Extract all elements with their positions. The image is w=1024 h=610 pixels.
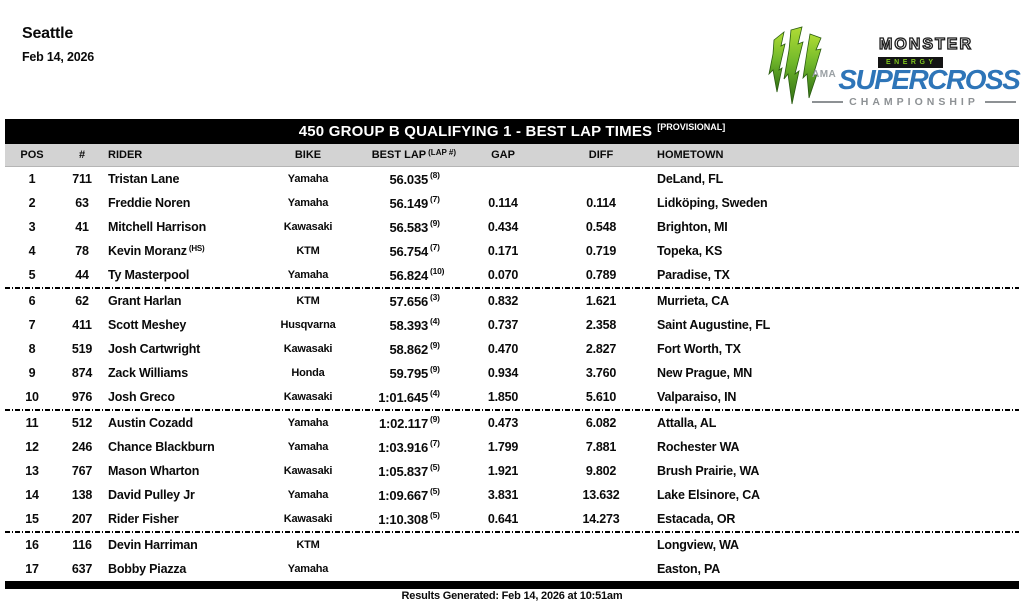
rider-name-cell bbox=[105, 318, 268, 332]
diff-cell: 9.802 bbox=[585, 464, 617, 478]
diff-cell: 2.827 bbox=[585, 342, 617, 356]
best-lap-cell: 56.754 bbox=[389, 243, 428, 259]
position-cell: 3 bbox=[28, 220, 36, 234]
rider-name-cell bbox=[105, 440, 268, 454]
gap-cell: 1.921 bbox=[487, 464, 519, 478]
rider-number-cell: 116 bbox=[72, 538, 92, 552]
position-cell: 13 bbox=[25, 464, 39, 478]
rider-tag: (HS) bbox=[188, 244, 205, 253]
rider-name-cell bbox=[105, 464, 268, 478]
gap-cell: 3.831 bbox=[487, 488, 519, 502]
table-row bbox=[5, 239, 1019, 263]
event-date: Feb 14, 2026 bbox=[22, 50, 94, 64]
lap-number-cell: (10) bbox=[430, 266, 445, 276]
table-row bbox=[5, 507, 1019, 531]
rider-name: Mason Wharton bbox=[108, 464, 200, 478]
rider-name-cell bbox=[105, 512, 268, 526]
bike-cell: Kawasaki bbox=[283, 343, 333, 355]
table-row bbox=[5, 435, 1019, 459]
best-lap-cell: 1:09.667 bbox=[378, 487, 428, 503]
hometown-cell: Valparaiso, IN bbox=[657, 390, 737, 404]
rider-name: Zack Williams bbox=[108, 366, 188, 380]
bike-cell: Yamaha bbox=[287, 269, 329, 281]
table-row bbox=[5, 215, 1019, 239]
lap-number-cell: (9) bbox=[430, 364, 440, 374]
position-cell: 16 bbox=[25, 538, 39, 552]
bike-cell: Honda bbox=[291, 367, 325, 379]
diff-cell: 0.789 bbox=[585, 268, 617, 282]
position-cell: 1 bbox=[28, 172, 36, 186]
bike-cell: Yamaha bbox=[287, 441, 329, 453]
rider-number-cell: 512 bbox=[71, 416, 93, 430]
gap-cell: 0.470 bbox=[487, 342, 519, 356]
col-header-bike: BIKE bbox=[294, 149, 322, 161]
rider-name: Freddie Noren bbox=[108, 196, 191, 210]
monster-wordmark: MONSTER bbox=[879, 36, 973, 53]
supercross-wordmark: SUPERCROSS bbox=[838, 64, 1020, 95]
hometown-cell: Longview, WA bbox=[657, 538, 739, 552]
lap-number-cell: (3) bbox=[430, 292, 440, 302]
hometown-cell: DeLand, FL bbox=[657, 172, 724, 186]
table-row bbox=[5, 361, 1019, 385]
bike-cell: Yamaha bbox=[287, 197, 329, 209]
best-lap-cell: 1:05.837 bbox=[378, 463, 428, 479]
best-lap-cell: 56.583 bbox=[389, 219, 428, 235]
best-lap-cell: 57.656 bbox=[389, 293, 428, 309]
championship-label: CHAMPIONSHIP bbox=[849, 96, 979, 108]
lap-number-cell: (5) bbox=[430, 486, 440, 496]
position-cell: 2 bbox=[28, 196, 36, 210]
bike-cell: Yamaha bbox=[287, 173, 329, 185]
diff-cell: 5.610 bbox=[585, 390, 617, 404]
table-row bbox=[5, 313, 1019, 337]
rider-number-cell: 207 bbox=[71, 512, 93, 526]
lap-number-cell: (5) bbox=[430, 510, 440, 520]
col-header-best-lap bbox=[348, 149, 458, 161]
rider-number-cell: 44 bbox=[75, 268, 89, 282]
hometown-cell: Lake Elsinore, CA bbox=[657, 488, 760, 502]
rider-number-cell: 519 bbox=[71, 342, 93, 356]
table-row bbox=[5, 557, 1019, 581]
rider-name-cell bbox=[105, 196, 268, 210]
qualifying-results-table bbox=[5, 119, 1019, 589]
bike-cell: Yamaha bbox=[287, 489, 329, 501]
gap-cell: 0.434 bbox=[487, 220, 519, 234]
rider-number-cell: 637 bbox=[71, 562, 93, 576]
table-title: 450 GROUP B QUALIFYING 1 - BEST LAP TIMES bbox=[298, 123, 653, 140]
results-body bbox=[5, 167, 1019, 581]
rider-name-cell bbox=[105, 366, 268, 380]
lap-number-cell: (7) bbox=[430, 194, 440, 204]
best-lap-cell: 1:01.645 bbox=[378, 389, 428, 405]
position-cell: 4 bbox=[28, 244, 36, 258]
lap-number-cell: (4) bbox=[430, 388, 440, 398]
rider-name: Devin Harriman bbox=[108, 538, 198, 552]
diff-cell: 13.632 bbox=[582, 488, 620, 502]
hometown-cell: Saint Augustine, FL bbox=[657, 318, 771, 332]
rider-name-cell bbox=[105, 416, 268, 430]
gap-cell: 1.799 bbox=[487, 440, 519, 454]
bike-cell: KTM bbox=[296, 295, 320, 307]
lap-number-cell: (4) bbox=[430, 316, 440, 326]
hometown-cell: Attalla, AL bbox=[657, 416, 717, 430]
rider-name: Tristan Lane bbox=[108, 172, 180, 186]
rider-name-cell bbox=[105, 562, 268, 576]
position-cell: 12 bbox=[25, 440, 39, 454]
rider-name: Josh Cartwright bbox=[108, 342, 201, 356]
rider-number-cell: 63 bbox=[75, 196, 89, 210]
bike-cell: KTM bbox=[296, 539, 320, 551]
rider-number-cell: 41 bbox=[75, 220, 89, 234]
col-header-number: # bbox=[78, 149, 86, 161]
lap-number-cell: (9) bbox=[430, 218, 440, 228]
diff-cell: 6.082 bbox=[585, 416, 617, 430]
hometown-cell: Paradise, TX bbox=[657, 268, 730, 282]
table-row bbox=[5, 459, 1019, 483]
bike-cell: Kawasaki bbox=[283, 221, 333, 233]
rider-name: Josh Greco bbox=[108, 390, 175, 404]
table-row bbox=[5, 167, 1019, 191]
rider-name: Grant Harlan bbox=[108, 294, 182, 308]
table-row bbox=[5, 337, 1019, 361]
gap-cell: 0.070 bbox=[487, 268, 519, 282]
bike-cell: Kawasaki bbox=[283, 391, 333, 403]
rider-number-cell: 411 bbox=[72, 318, 92, 332]
bike-cell: Husqvarna bbox=[280, 319, 336, 331]
rider-name-cell bbox=[105, 488, 268, 502]
best-lap-cell: 56.035 bbox=[389, 171, 428, 187]
rider-number-cell: 246 bbox=[71, 440, 93, 454]
best-lap-cell: 59.795 bbox=[389, 365, 428, 381]
rider-name-cell bbox=[105, 294, 268, 308]
col-header-pos: POS bbox=[20, 149, 44, 161]
rider-name: Bobby Piazza bbox=[108, 562, 187, 576]
rider-name: Kevin Moranz bbox=[108, 244, 187, 258]
lap-number-cell: (9) bbox=[430, 414, 440, 424]
rider-name: Chance Blackburn bbox=[108, 440, 215, 454]
gap-cell: 0.171 bbox=[487, 244, 519, 258]
lap-number-cell: (5) bbox=[430, 462, 440, 472]
diff-cell: 0.719 bbox=[585, 244, 617, 258]
championship-rule-right bbox=[985, 101, 1016, 103]
hometown-cell: Estacada, OR bbox=[657, 512, 736, 526]
diff-cell: 3.760 bbox=[585, 366, 617, 380]
hometown-cell: Murrieta, CA bbox=[657, 294, 729, 308]
gap-cell: 0.114 bbox=[488, 196, 518, 210]
rider-name-cell bbox=[105, 390, 268, 404]
position-cell: 15 bbox=[25, 512, 39, 526]
best-lap-cell: 1:03.916 bbox=[378, 439, 428, 455]
supercross-wordmark-row bbox=[812, 66, 1019, 94]
rider-name-cell bbox=[105, 538, 268, 552]
hometown-cell: Easton, PA bbox=[657, 562, 721, 576]
position-cell: 10 bbox=[25, 390, 39, 404]
table-row bbox=[5, 483, 1019, 507]
bike-cell: Yamaha bbox=[287, 563, 329, 575]
table-bottom-bar bbox=[5, 581, 1019, 589]
table-row bbox=[5, 411, 1019, 435]
rider-name-cell bbox=[105, 172, 268, 186]
table-row bbox=[5, 385, 1019, 409]
gap-cell: 0.737 bbox=[487, 318, 519, 332]
rider-name-cell bbox=[105, 268, 268, 282]
column-header-row bbox=[5, 144, 1019, 167]
hometown-cell: Brush Prairie, WA bbox=[657, 464, 760, 478]
rider-number-cell: 874 bbox=[71, 366, 93, 380]
lap-number-cell: (7) bbox=[430, 438, 440, 448]
best-lap-cell: 58.393 bbox=[389, 317, 428, 333]
best-lap-cell: 1:02.117 bbox=[378, 415, 428, 431]
col-header-gap: GAP bbox=[491, 149, 515, 161]
table-title-bar bbox=[5, 119, 1019, 144]
hometown-cell: Fort Worth, TX bbox=[657, 342, 741, 356]
hometown-cell: Topeka, KS bbox=[657, 244, 723, 258]
rider-name: Scott Meshey bbox=[108, 318, 187, 332]
rider-name: David Pulley Jr bbox=[108, 488, 195, 502]
diff-cell: 2.358 bbox=[585, 318, 617, 332]
diff-cell: 1.621 bbox=[585, 294, 617, 308]
position-cell: 6 bbox=[28, 294, 36, 308]
ama-label: AMA bbox=[812, 69, 837, 80]
best-lap-cell: 56.824 bbox=[389, 267, 428, 283]
bike-cell: Kawasaki bbox=[283, 465, 333, 477]
hometown-cell: Rochester WA bbox=[657, 440, 740, 454]
rider-name-cell bbox=[105, 342, 268, 356]
rider-number-cell: 767 bbox=[71, 464, 93, 478]
col-header-diff: DIFF bbox=[588, 149, 614, 161]
rider-name-cell bbox=[105, 220, 268, 234]
position-cell: 7 bbox=[28, 318, 36, 332]
hometown-cell: New Prague, MN bbox=[657, 366, 753, 380]
position-cell: 11 bbox=[25, 416, 39, 430]
col-header-rider: RIDER bbox=[108, 149, 143, 161]
best-lap-cell: 58.862 bbox=[389, 341, 428, 357]
rider-number-cell: 62 bbox=[75, 294, 89, 308]
col-header-hometown: HOMETOWN bbox=[657, 149, 724, 161]
table-row bbox=[5, 263, 1019, 287]
bike-cell: KTM bbox=[296, 245, 320, 257]
position-cell: 5 bbox=[28, 268, 36, 282]
rider-name-cell bbox=[105, 244, 268, 258]
diff-cell: 7.881 bbox=[585, 440, 617, 454]
lap-number-cell: (9) bbox=[430, 340, 440, 350]
rider-number-cell: 976 bbox=[71, 390, 93, 404]
lap-number-cell: (8) bbox=[430, 170, 440, 180]
rider-name: Ty Masterpool bbox=[108, 268, 190, 282]
rider-number-cell: 78 bbox=[75, 244, 89, 258]
position-cell: 8 bbox=[28, 342, 36, 356]
rider-name: Austin Cozadd bbox=[108, 416, 193, 430]
gap-cell: 0.641 bbox=[487, 512, 519, 526]
gap-cell: 0.934 bbox=[487, 366, 519, 380]
position-cell: 14 bbox=[25, 488, 39, 502]
lap-number-label: (LAP #) bbox=[428, 148, 456, 157]
gap-cell: 0.473 bbox=[487, 416, 519, 430]
hometown-cell: Lidköping, Sweden bbox=[657, 196, 768, 210]
championship-row bbox=[812, 96, 1016, 108]
table-row bbox=[5, 289, 1019, 313]
rider-name: Mitchell Harrison bbox=[108, 220, 207, 234]
table-row bbox=[5, 533, 1019, 557]
gap-cell: 1.850 bbox=[487, 390, 519, 404]
supercross-logo bbox=[750, 26, 1022, 112]
event-venue: Seattle bbox=[22, 25, 74, 42]
energy-wordmark: ENERGY bbox=[878, 57, 943, 68]
table-row bbox=[5, 191, 1019, 215]
bike-cell: Kawasaki bbox=[283, 513, 333, 525]
position-cell: 9 bbox=[28, 366, 36, 380]
diff-cell: 14.273 bbox=[582, 512, 620, 526]
best-lap-label: BEST LAP bbox=[371, 149, 427, 161]
hometown-cell: Brighton, MI bbox=[657, 220, 728, 234]
rider-name: Rider Fisher bbox=[108, 512, 179, 526]
championship-rule-left bbox=[812, 101, 843, 103]
diff-cell: 0.548 bbox=[585, 220, 617, 234]
rider-number-cell: 138 bbox=[71, 488, 93, 502]
gap-cell: 0.832 bbox=[487, 294, 519, 308]
position-cell: 17 bbox=[25, 562, 39, 576]
rider-number-cell: 711 bbox=[72, 172, 92, 186]
lap-number-cell: (7) bbox=[430, 242, 440, 252]
provisional-tag: [PROVISIONAL] bbox=[657, 121, 726, 132]
best-lap-cell: 56.149 bbox=[389, 195, 428, 211]
results-generated-note: Results Generated: Feb 14, 2026 at 10:51am bbox=[401, 590, 623, 602]
best-lap-cell: 1:10.308 bbox=[378, 511, 428, 527]
diff-cell: 0.114 bbox=[586, 196, 616, 210]
bike-cell: Yamaha bbox=[287, 417, 329, 429]
